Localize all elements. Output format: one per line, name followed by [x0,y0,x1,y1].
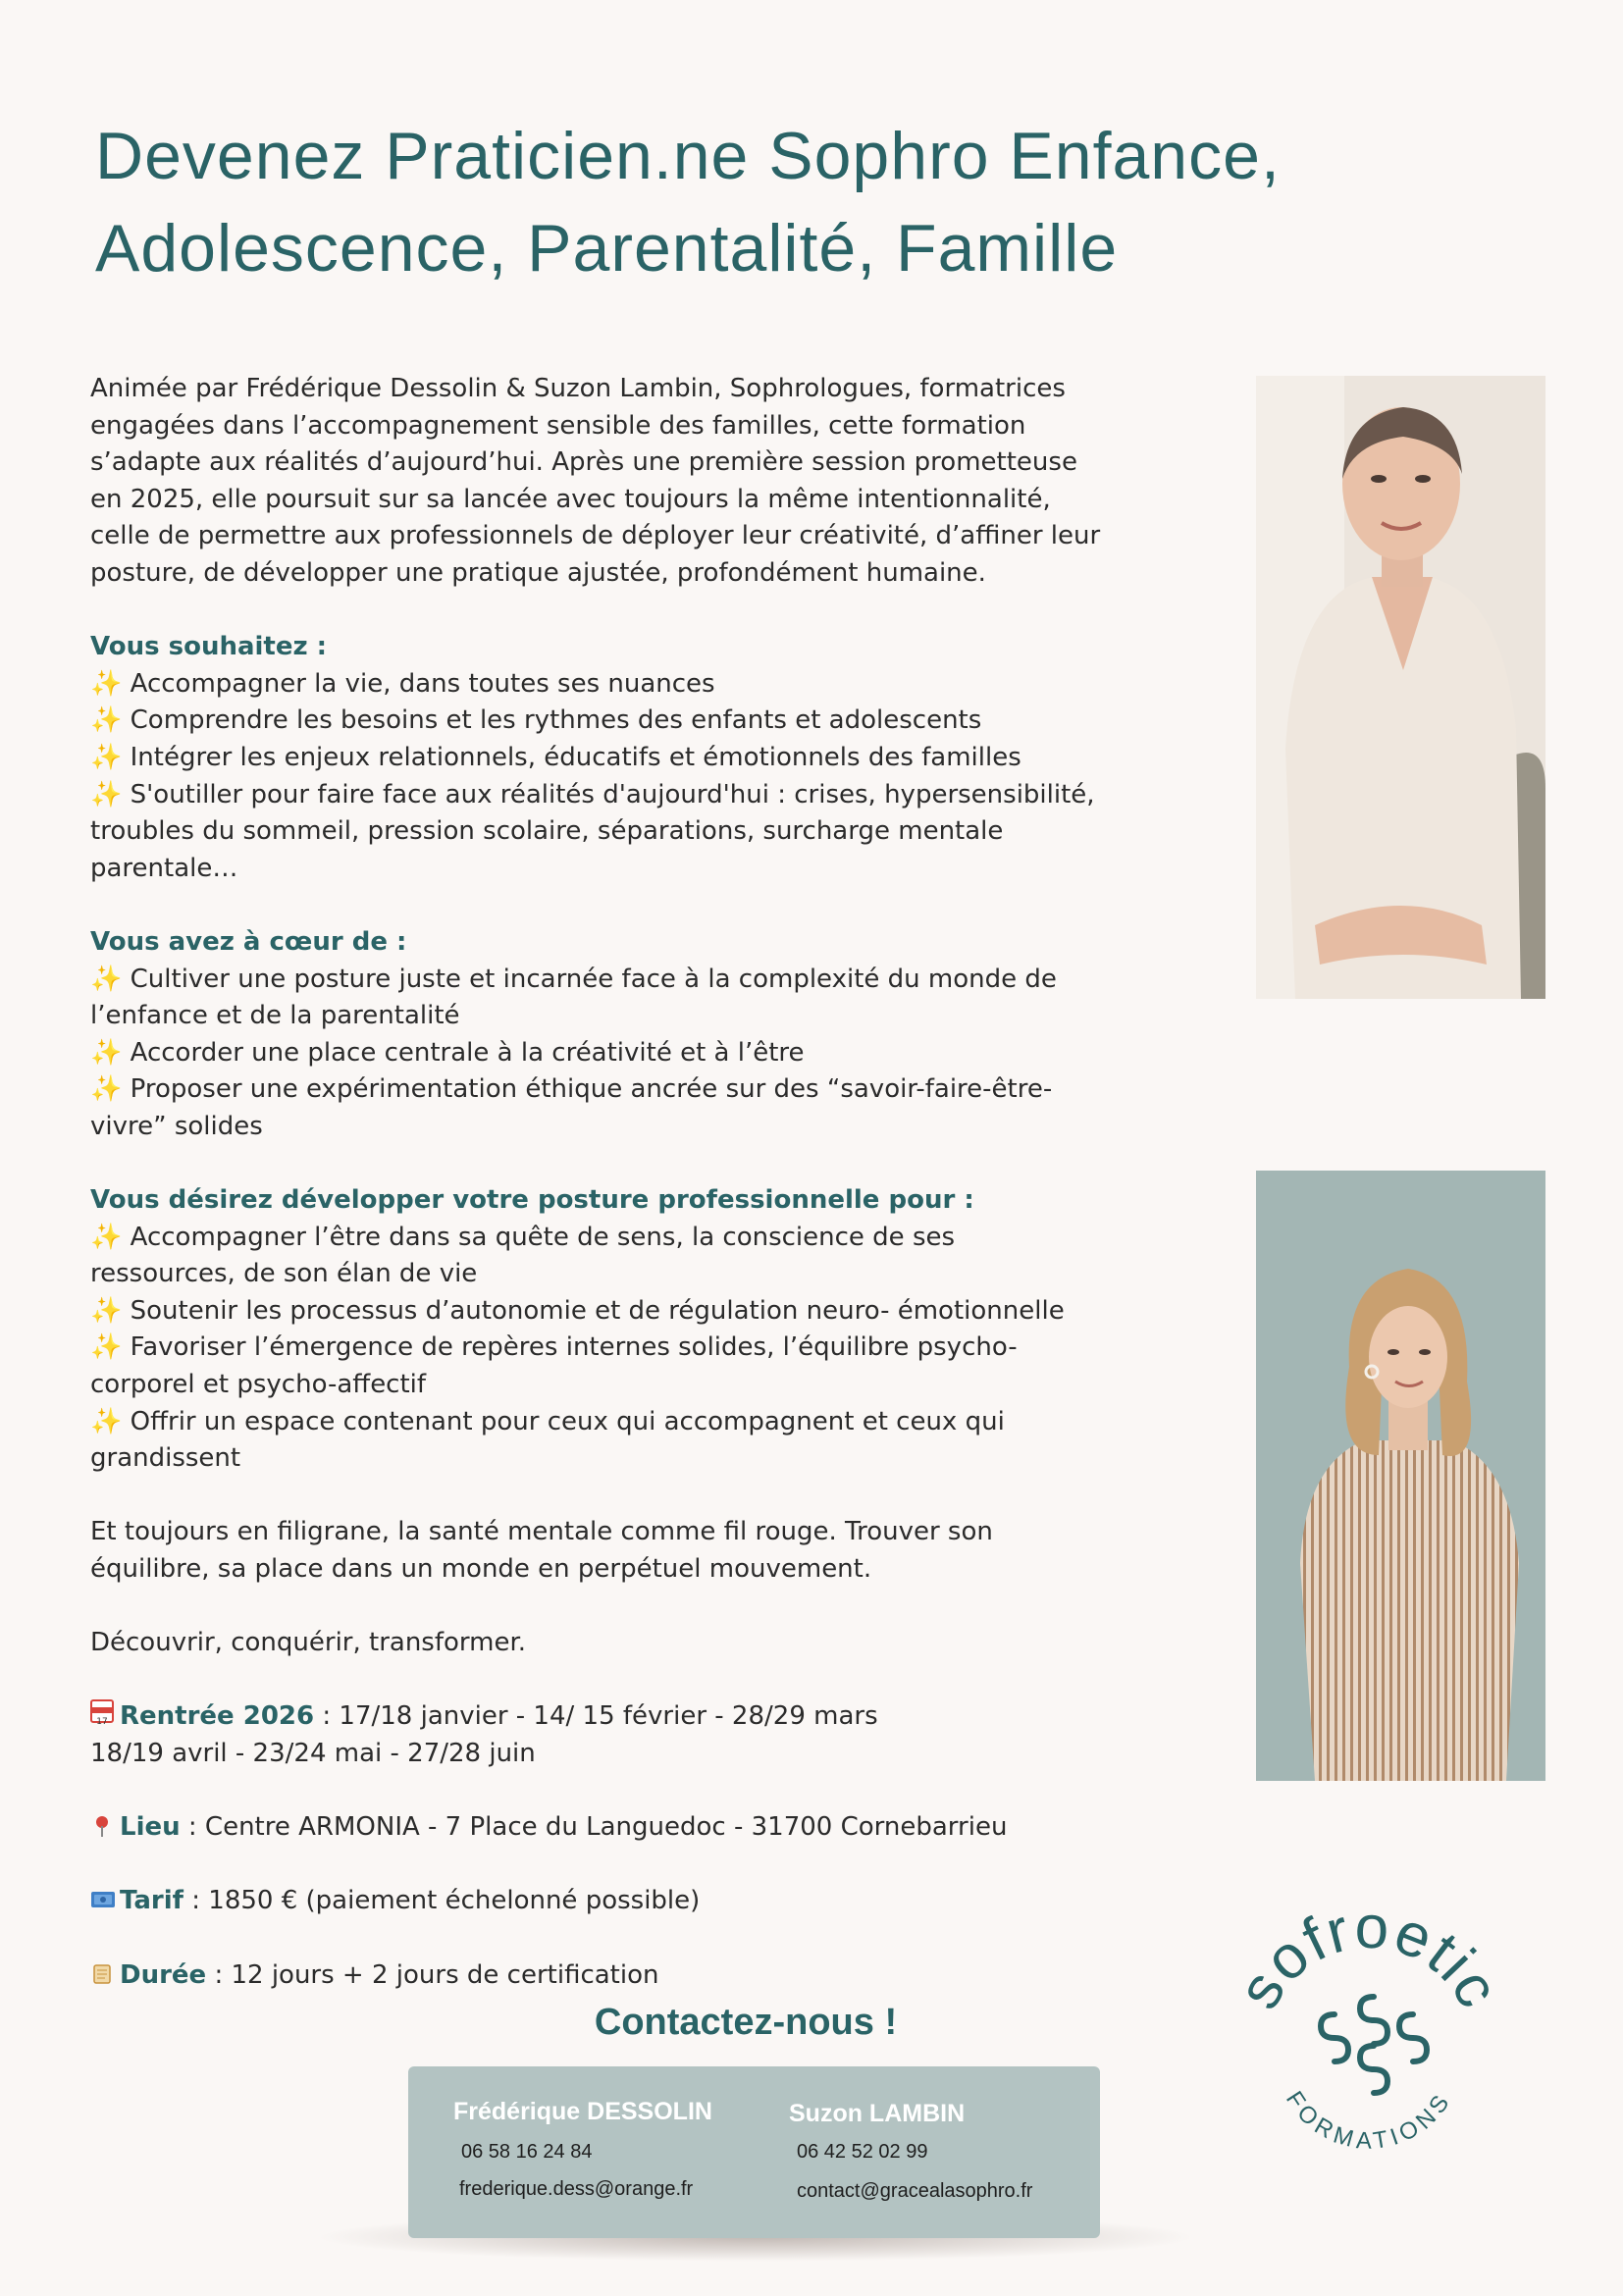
main-content [90,371,1209,1994]
intro-line: celle de permettre aux professionnels de déployer leur créativité, d’affiner leur [90,521,1101,551]
contact-email-2[interactable]: contact@gracealasophro.fr [797,2180,1033,2202]
sparkle-icon: ✨ [90,1295,123,1326]
list-item-continuation: ressources, de son élan de vie [90,1259,478,1289]
title-line-2: Adolescence, Parentalité, Famille [95,211,1119,286]
list-item: ✨ Accompagner l’être dans sa quête de sens, la conscience de ses [90,1222,956,1252]
contact-title: Contactez-nous ! [594,2002,898,2043]
sparkle-icon: ✨ [90,1222,123,1252]
sparkle-icon: ✨ [90,742,123,772]
list-item: ✨ Comprendre les besoins et les rythmes des enfants et adolescents [90,705,982,736]
page-title [95,110,1469,294]
list-item-continuation: vivre” solides [90,1111,263,1141]
list-item: ✨ Favoriser l’émergence de repères internes solides, l’équilibre psycho- [90,1332,1018,1363]
contact-name-2: Suzon LAMBIN [789,2100,966,2127]
calendar-icon [90,1699,114,1728]
info-lieu: Lieu : Centre ARMONIA - 7 Place du Languedoc - 31700 Cornebarrieu [90,1809,1209,1847]
sofroetic-logo [1212,1889,1526,2183]
info-tarif: Tarif : 1850 € (paiement échelonné possible) [90,1883,1209,1920]
list-item-continuation: grandissent [90,1443,241,1474]
sparkle-icon: ✨ [90,779,123,809]
sparkle-icon: ✨ [90,1037,123,1068]
svg-text:FORMATIONS: FORMATIONS [1280,2086,1458,2155]
svg-text:17: 17 [96,1717,108,1728]
info-duree: Durée : 12 jours + 2 jours de certification [90,1957,1209,1995]
list-item: ✨ Intégrer les enjeux relationnels, éducatifs et émotionnels des familles [90,742,1021,772]
section-heading-souhaitez: Vous souhaitez : [90,632,328,662]
sparkle-icon: ✨ [90,964,123,994]
contact-phone-2[interactable]: 06 42 52 02 99 [797,2141,928,2163]
list-item: ✨ Proposer une expérimentation éthique ancrée sur des “savoir-faire-être- [90,1074,1053,1105]
contact-name-1: Frédérique DESSOLIN [453,2098,712,2125]
scroll-icon [90,1960,114,1984]
closing-line: Et toujours en filigrane, la santé mentale comme fil rouge. Trouver son [90,1517,993,1547]
sparkle-icon: ✨ [90,668,123,699]
sparkle-icon: ✨ [90,1406,123,1436]
sparkle-icon: ✨ [90,1074,123,1105]
intro-line: s’adapte aux réalités d’aujourd’hui. Après une première session prometteuse [90,447,1077,478]
svg-text:sofroetic: sofroetic [1225,1893,1513,2020]
info-rentree: 17 Rentrée 2026 : 17/18 janvier - 14/ 15 février - 28/29 mars [90,1698,1209,1736]
list-item: ✨ Accompagner la vie, dans toutes ses nuances [90,668,715,699]
list-item: ✨ Soutenir les processus d’autonomie et de régulation neuro- émotionnelle [90,1295,1065,1326]
list-item-continuation: l’enfance et de la parentalité [90,1001,460,1031]
sparkle-icon: ✨ [90,1332,123,1363]
list-item-continuation: corporel et psycho-affectif [90,1370,427,1400]
info-rentree-cont: 18/19 avril - 23/24 mai - 27/28 juin [90,1738,536,1768]
list-item: ✨ S'outiller pour faire face aux réalités d'aujourd'hui : crises, hypersensibilité, [90,779,1095,809]
intro-line: Animée par Frédérique Dessolin & Suzon Lambin, Sophrologues, formatrices [90,374,1066,403]
intro-line: engagées dans l’accompagnement sensible des familles, cette formation [90,410,1026,441]
list-item: ✨ Offrir un espace contenant pour ceux qui accompagnent et ceux qui [90,1406,1005,1436]
section-heading-desirez: Vous désirez développer votre posture professionnelle pour : [90,1185,974,1216]
closing-line: équilibre, sa place dans un monde en perpétuel mouvement. [90,1554,872,1584]
contact-phone-1[interactable]: 06 58 16 24 84 [461,2141,593,2163]
list-item-continuation: parentale… [90,853,238,883]
sparkle-icon: ✨ [90,705,123,736]
list-item-continuation: troubles du sommeil, pression scolaire, séparations, surcharge mentale [90,816,1004,847]
trainer-photo-2 [1256,1171,1545,1781]
title-line-1: Devenez Praticien.ne Sophro Enfance, [95,119,1281,193]
list-item: ✨ Accorder une place centrale à la créativité et à l’être [90,1037,805,1068]
contact-email-1[interactable]: frederique.dess@orange.fr [459,2178,694,2200]
intro-line: en 2025, elle poursuit sur sa lancée avec toujours la même intentionnalité, [90,484,1051,514]
section-heading-coeur: Vous avez à cœur de : [90,926,407,957]
intro-line: posture, de développer une pratique ajustée, profondément humaine. [90,557,986,588]
contact-card [408,2066,1100,2238]
motto: Découvrir, conquérir, transformer. [90,1628,527,1658]
list-item: ✨ Cultiver une posture juste et incarnée face à la complexité du monde de [90,964,1057,994]
trainer-photo-1 [1256,376,1545,999]
pin-icon [90,1812,114,1836]
banknote-icon [90,1886,114,1909]
